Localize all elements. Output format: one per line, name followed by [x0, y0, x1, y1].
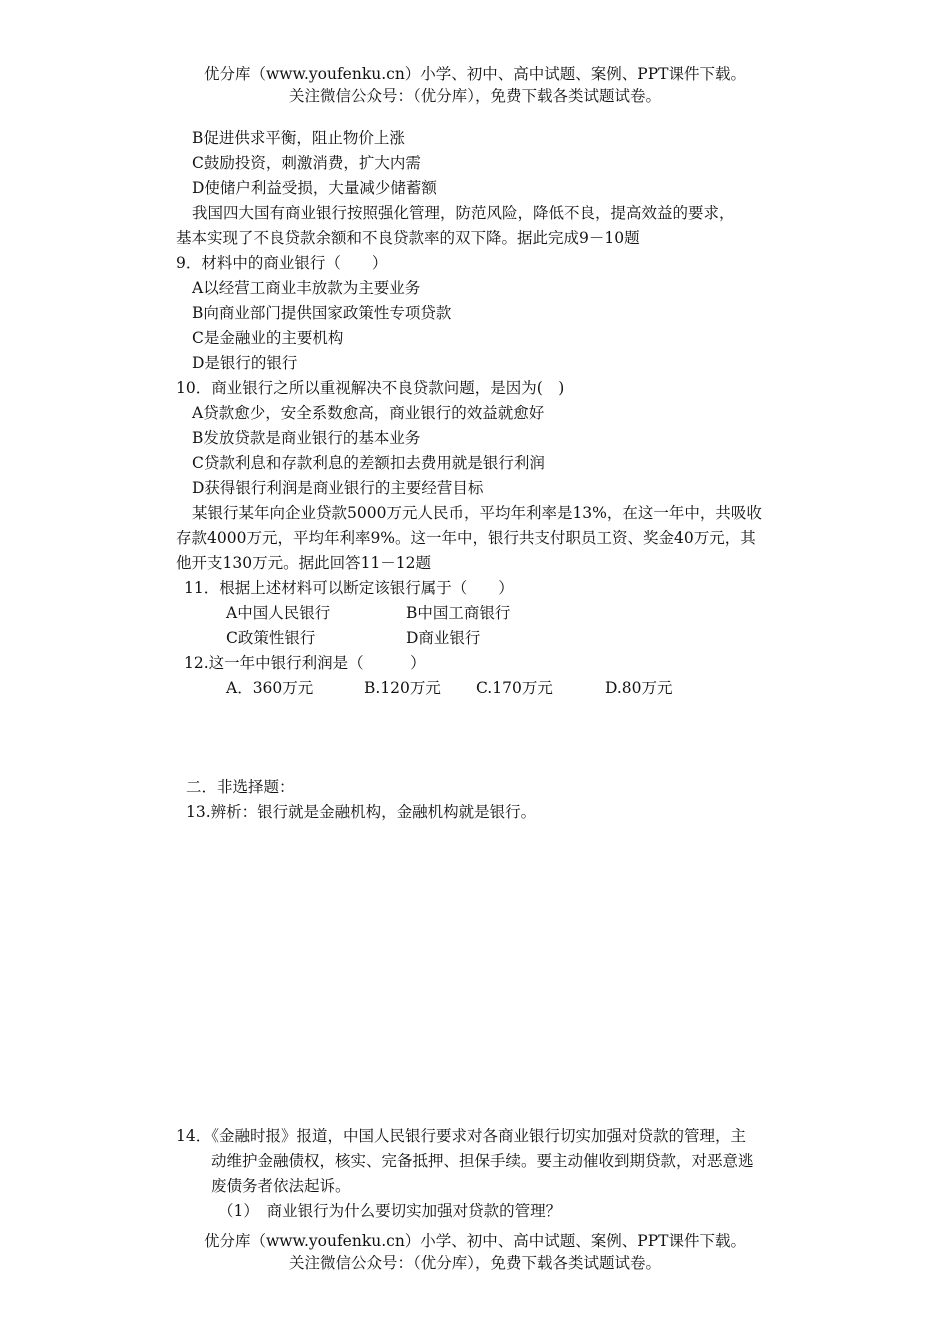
question-10-option-d: D获得银行利润是商业银行的主要经营目标: [192, 479, 484, 497]
material-11-12-line-2: 存款4000万元，平均年利率9%。这一年中，银行共支付职员工资、奖金40万元，其: [176, 529, 756, 547]
question-10-option-b: B发放贷款是商业银行的基本业务: [192, 429, 421, 447]
prev-option-c: C鼓励投资，刺激消费，扩大内需: [192, 154, 421, 172]
question-9-option-d: D是银行的银行: [192, 354, 298, 372]
footer-line-2: 关注微信公众号：（优分库），免费下载各类试题试卷。: [288, 1254, 661, 1272]
question-11-stem: 11．根据上述材料可以断定该银行属于（ ）: [184, 579, 514, 597]
question-14-line-3: 废债务者依法起诉。: [211, 1177, 351, 1195]
prev-option-d: D使储户利益受损，大量减少储蓄额: [192, 179, 437, 197]
question-12-option-d: D.80万元: [605, 679, 673, 697]
material-9-10-line-2: 基本实现了不良贷款余额和不良贷款率的双下降。据此完成9－10题: [176, 229, 640, 247]
header-line-1: 优分库（www.youfenku.cn）小学、初中、高中试题、案例、PPT课件下载。: [203, 65, 747, 83]
question-13: 13.辨析：银行就是金融机构，金融机构就是银行。: [186, 803, 537, 821]
question-10-option-a: A贷款愈少，安全系数愈高，商业银行的效益就愈好: [192, 404, 545, 422]
question-9-option-b: B向商业部门提供国家政策性专项贷款: [192, 304, 452, 322]
header-line-2: 关注微信公众号：（优分库），免费下载各类试题试卷。: [288, 87, 661, 105]
question-14-line-2: 动维护金融债权，核实、完备抵押、担保手续。要主动催收到期贷款，对恶意逃: [211, 1152, 754, 1170]
material-11-12-line-3: 他开支130万元。据此回答11－12题: [176, 554, 432, 572]
question-11-option-c: C政策性银行: [226, 629, 316, 647]
question-11-option-a: A中国人民银行: [226, 604, 331, 622]
question-14-line-1: 14．《金融时报》报道，中国人民银行要求对各商业银行切实加强对贷款的管理，主: [176, 1127, 746, 1145]
question-12-option-b: B.120万元: [364, 679, 441, 697]
prev-option-b: B促进供求平衡，阻止物价上涨: [192, 129, 405, 147]
material-11-12-line-1: 某银行某年向企业贷款5000万元人民币，平均年利率是13%，在这一年中，共吸收: [192, 504, 762, 522]
question-11-option-b: B中国工商银行: [406, 604, 511, 622]
question-14-sub-1: （1） 商业银行为什么要切实加强对贷款的管理？: [218, 1202, 562, 1220]
material-9-10-line-1: 我国四大国有商业银行按照强化管理，防范风险，降低不良，提高效益的要求，: [192, 204, 735, 222]
section-2-title: 二．非选择题：: [186, 778, 295, 796]
question-11-option-d: D商业银行: [406, 629, 481, 647]
question-12-option-c: C.170万元: [476, 679, 553, 697]
question-10-stem: 10．商业银行之所以重视解决不良贷款问题，是因为( ): [176, 379, 565, 397]
question-9-option-a: A以经营工商业丰放款为主要业务: [192, 279, 421, 297]
question-12-stem: 12.这一年中银行利润是（ ）: [184, 654, 426, 672]
question-9-option-c: C是金融业的主要机构: [192, 329, 344, 347]
footer-line-1: 优分库（www.youfenku.cn）小学、初中、高中试题、案例、PPT课件下载。: [203, 1232, 747, 1250]
question-12-option-a: A．360万元: [226, 679, 314, 697]
question-10-option-c: C贷款利息和存款利息的差额扣去费用就是银行利润: [192, 454, 545, 472]
question-9-stem: 9．材料中的商业银行（ ）: [176, 254, 388, 272]
